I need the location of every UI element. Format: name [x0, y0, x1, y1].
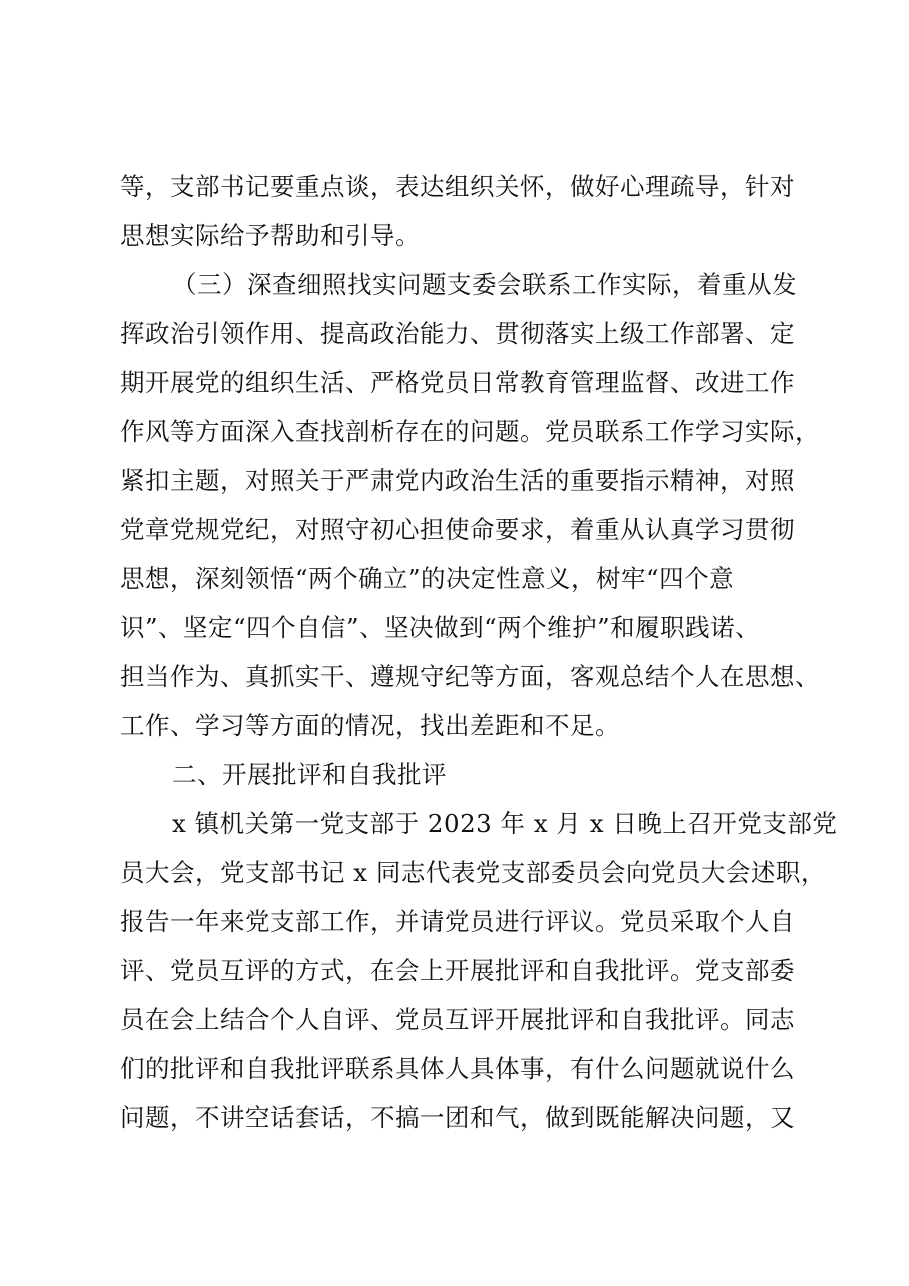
document-body	[120, 162, 838, 1142]
text-line: 报告一年来党支部工作，并请党员进行评议。党员采取个人自	[120, 907, 795, 936]
text-line: 思想，深刻领悟“两个确立”的决定性意义，树牢“四个意	[120, 564, 735, 593]
text-line: 识”、坚定“四个自信”、坚决做到“两个维护”和履职践诺、	[120, 613, 761, 642]
section-heading: 二、开展批评和自我批评	[172, 760, 447, 789]
text-line: 工作、学习等方面的情况，找出差距和不足。	[120, 711, 620, 740]
text-line: 员大会，党支部书记 x 同志代表党支部委员会向党员大会述职，	[120, 858, 826, 887]
text-line: （三）深查细照找实问题支委会联系工作实际，着重从发	[172, 270, 797, 299]
text-line: 们的批评和自我批评联系具体人具体事，有什么问题就说什么	[120, 1054, 795, 1083]
text-line: 作风等方面深入查找剖析存在的问题。党员联系工作学习实际，	[120, 417, 820, 446]
text-line: 问题，不讲空话套话，不搞一团和气，做到既能解决问题，又	[120, 1103, 795, 1132]
text-line: 担当作为、真抓实干、遵规守纪等方面，客观总结个人在思想、	[120, 662, 820, 691]
text-line: 评、党员互评的方式，在会上开展批评和自我批评。党支部委	[120, 956, 795, 985]
text-line: 紧扣主题，对照关于严肃党内政治生活的重要指示精神，对照	[120, 466, 795, 495]
text-line: 等，支部书记要重点谈，表达组织关怀，做好心理疏导，针对	[120, 172, 795, 201]
text-line: 思想实际给予帮助和引导。	[120, 221, 420, 250]
text-line: 挥政治引领作用、提高政治能力、贯彻落实上级工作部署、定	[120, 319, 795, 348]
text-line: 期开展党的组织生活、严格党员日常教育管理监督、改进工作	[120, 368, 795, 397]
text-line: 员在会上结合个人自评、党员互评开展批评和自我批评。同志	[120, 1005, 795, 1034]
text-line: x 镇机关第一党支部于 2023 年 x 月 x 日晚上召开党支部党	[172, 809, 838, 838]
text-line: 党章党规党纪，对照守初心担使命要求，着重从认真学习贯彻	[120, 515, 795, 544]
